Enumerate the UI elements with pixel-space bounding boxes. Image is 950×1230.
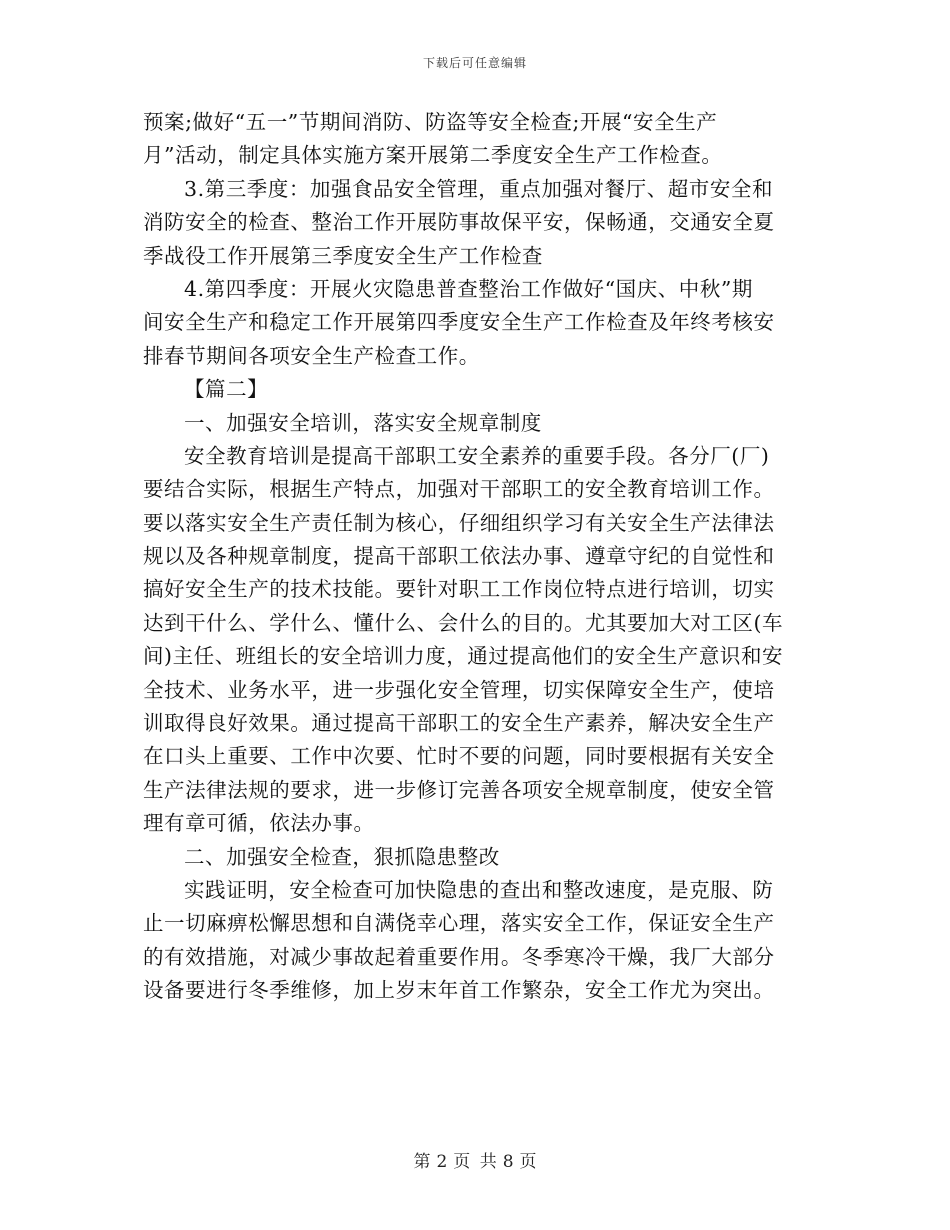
text-line: 训取得良好效果。通过提高干部职工的安全生产素养，解决安全生产	[143, 711, 775, 736]
text-line: 的有效措施，对减少事故起着重要作用。冬季寒冷干燥，我厂大部分	[143, 944, 775, 969]
text-line: 要以落实安全生产责任制为核心，仔细组织学习有关安全生产法律法	[143, 510, 775, 535]
text-line: 止一切麻痹松懈思想和自满侥幸心理，落实安全工作，保证安全生产	[143, 911, 775, 936]
footer-middle: 页 共	[453, 1152, 497, 1172]
footer-current-page: 2	[436, 1152, 448, 1172]
text-line: 搞好安全生产的技术技能。要针对职工工作岗位特点进行培训，切实	[143, 577, 775, 602]
text-line: 安全教育培训是提高干部职工安全素养的重要手段。各分厂(厂)	[184, 443, 770, 468]
text-line: 3.第三季度：加强食品安全管理，重点加强对餐厅、超市安全和	[184, 176, 774, 201]
footer-total-pages: 8	[502, 1152, 514, 1172]
text-line: 【篇二】	[184, 377, 269, 402]
text-line: 全技术、业务水平，进一步强化安全管理，切实保障安全生产，使培	[143, 677, 775, 702]
text-line: 预案;做好“五一”节期间消防、防盗等安全检查;开展“安全生产	[143, 110, 718, 134]
text-line: 消防安全的检查、整治工作开展防事故保平安，保畅通，交通安全夏	[143, 210, 775, 235]
text-line: 季战役工作开展第三季度安全生产工作检查	[143, 243, 543, 268]
text-line: 二、加强安全检查，狠抓隐患整改	[184, 844, 500, 869]
text-line: 设备要进行冬季维修，加上岁末年首工作繁杂，安全工作尤为突出。	[143, 978, 775, 1003]
footer-suffix: 页	[519, 1152, 537, 1172]
text-line: 实践证明，安全检查可加快隐患的查出和整改速度，是克服、防	[184, 877, 774, 902]
page-footer	[0, 1147, 950, 1172]
page-header: 下载后可任意编辑	[422, 56, 527, 70]
text-line: 间)主任、班组长的安全培训力度，通过提高他们的安全生产意识和安	[143, 644, 784, 669]
footer-prefix: 第	[413, 1152, 431, 1172]
text-line: 在口头上重要、工作中次要、忙时不要的问题，同时要根据有关安全	[143, 744, 775, 769]
text-line: 规以及各种规章制度，提高干部职工依法办事、遵章守纪的自觉性和	[143, 544, 775, 569]
text-line: 月”活动，制定具体实施方案开展第二季度安全生产工作检查。	[143, 143, 723, 168]
text-line: 要结合实际，根据生产特点，加强对干部职工的安全教育培训工作。	[143, 477, 775, 502]
document-body	[143, 106, 815, 1008]
text-line: 生产法律法规的要求，进一步修订完善各项安全规章制度，使安全管	[143, 777, 775, 802]
text-line: 达到干什么、学什么、懂什么、会什么的目的。尤其要加大对工区(车	[143, 610, 784, 635]
text-line: 一、加强安全培训，落实安全规章制度	[184, 410, 542, 435]
text-line: 4.第四季度：开展火灾隐患普查整治工作做好“国庆、中秋”期	[184, 276, 753, 301]
text-line: 理有章可循，依法办事。	[143, 811, 375, 836]
text-line: 间安全生产和稳定工作开展第四季度安全生产工作检查及年终考核安	[143, 310, 775, 335]
text-line: 排春节期间各项安全生产检查工作。	[143, 343, 480, 368]
